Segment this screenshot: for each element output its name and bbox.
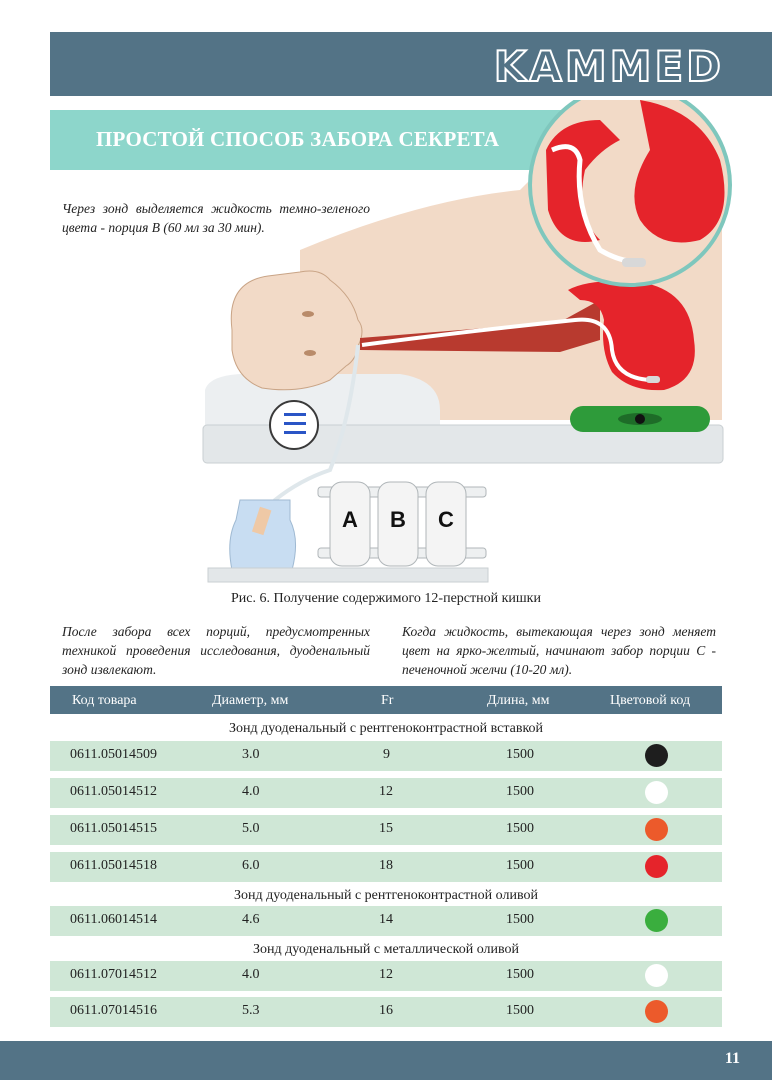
color-code-dot [645,781,668,804]
note-top: Через зонд выделяется жидкость темно-зеленого цвета - порция В (60 мл за 30 мин). [62,201,370,235]
col-header-color: Цветовой код [610,693,691,708]
table-row [50,741,722,771]
figure-caption: Рис. 6. Получение содержимого 12-перстной кишки [231,591,541,606]
cell-fr: 18 [379,858,393,873]
spec-table-header [50,686,722,714]
cell-diameter: 6.0 [242,858,260,873]
color-code-dot [645,744,668,767]
table-row [50,815,722,845]
cell-diameter: 3.0 [242,747,260,762]
cell-fr: 12 [379,967,393,982]
tube-label-a: A [342,507,358,532]
procedure-illustration [0,100,772,600]
note-right: Когда жидкость, вытекающая через зонд меняет цвет на ярко-желтый, начинают забор порции С - печеночной желчи (10-20 мл). [402,624,716,677]
color-code-dot [645,964,668,987]
tube-label-b: B [390,507,406,532]
cell-diameter: 4.6 [242,912,260,927]
cell-code: 0611.07014516 [70,1003,157,1018]
cell-diameter: 5.3 [242,1003,260,1018]
section-title: ПРОСТОЙ СПОСОБ ЗАБОРА СЕКРЕТА [96,127,500,151]
cell-diameter: 4.0 [242,967,260,982]
color-code-dot [645,909,668,932]
cell-fr: 15 [379,821,393,836]
col-header-diameter: Диаметр, мм [212,693,289,708]
group-title: Зонд дуоденальный с металлической оливой [252,942,519,957]
cell-code: 0611.07014512 [70,967,157,982]
cell-diameter: 5.0 [242,821,260,836]
group-title: Зонд дуоденальный с рентгеноконтрастной оливой [234,888,538,903]
cell-fr: 16 [379,1003,393,1018]
col-header-code: Код товара [72,693,137,708]
brand-logo: KAMMED [493,42,724,91]
cell-fr: 12 [379,784,393,799]
cell-diameter: 4.0 [242,784,260,799]
footer-bar [0,1041,772,1080]
table-row [50,997,722,1027]
cell-length: 1500 [506,967,534,982]
col-header-fr: Fr [381,693,394,708]
cell-fr: 14 [379,912,393,927]
cell-code: 0611.05014518 [70,858,157,873]
color-code-dot [645,855,668,878]
note-left: После забора всех порций, предусмотренных техникой проведения исследования, дуоденальный зонд извлекают. [62,624,370,677]
cell-fr: 9 [383,747,390,762]
cell-length: 1500 [506,1003,534,1018]
cell-length: 1500 [506,747,534,762]
cell-code: 0611.05014512 [70,784,157,799]
color-code-dot [645,818,668,841]
cell-code: 0611.05014509 [70,747,157,762]
cell-length: 1500 [506,858,534,873]
color-code-dot [645,1000,668,1023]
header-bar [50,32,772,96]
cell-code: 0611.06014514 [70,912,157,927]
page-number: 11 [724,1050,740,1067]
table-row [50,906,722,936]
cell-code: 0611.05014515 [70,821,157,836]
tube-label-c: C [438,507,454,532]
cell-length: 1500 [506,912,534,927]
table-row [50,852,722,882]
table-row [50,961,722,991]
col-header-length: Длина, мм [487,693,550,708]
table-row [50,778,722,808]
cell-length: 1500 [506,784,534,799]
cell-length: 1500 [506,821,534,836]
group-title: Зонд дуоденальный с рентгеноконтрастной вставкой [228,721,544,736]
